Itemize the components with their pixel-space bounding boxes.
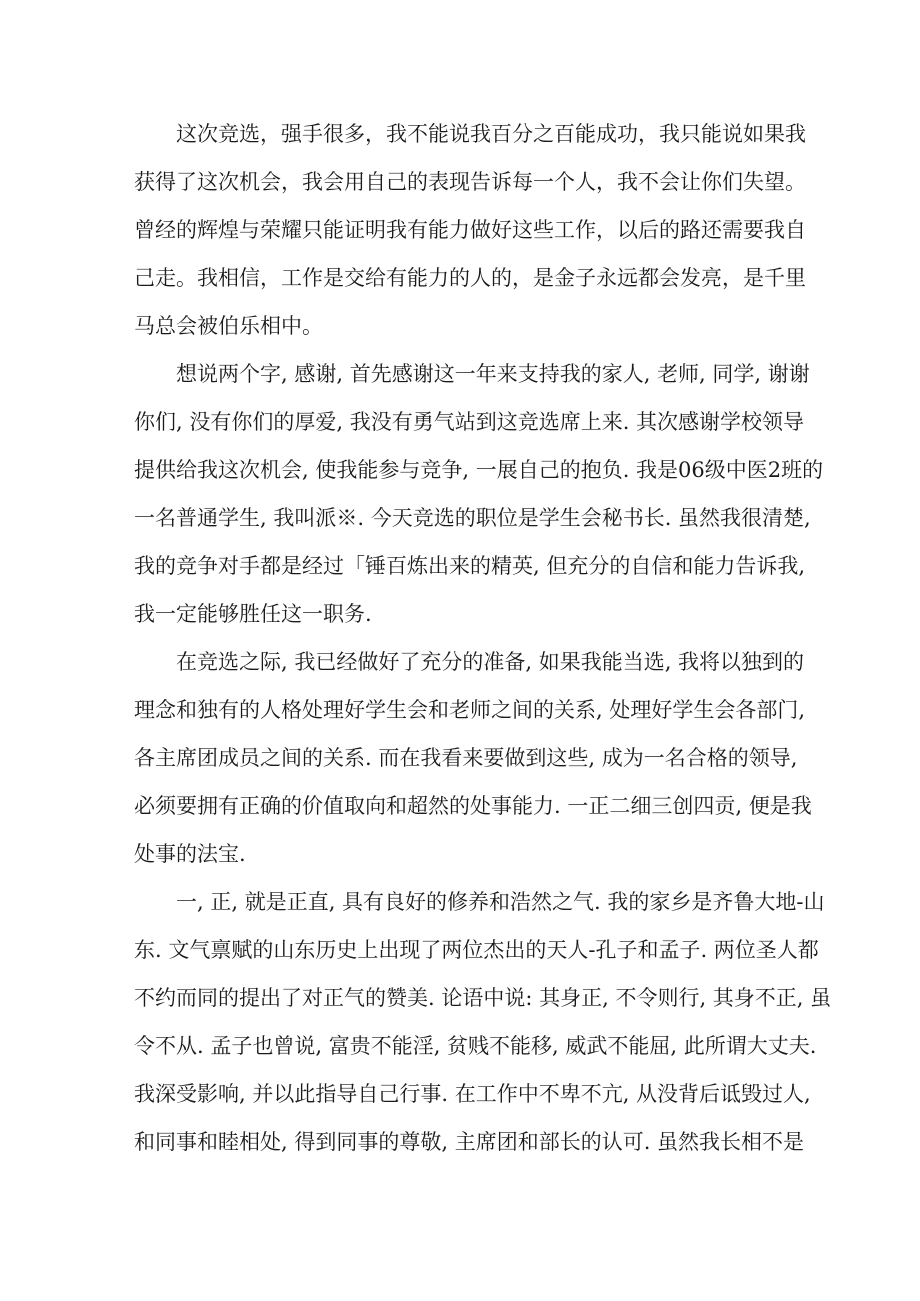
- paragraph-line: 一, 正, 就是正直, 具有良好的修养和浩然之气. 我的家乡是齐鲁大地-山: [176, 890, 825, 914]
- paragraph-line: 你们, 没有你们的厚爱, 我没有勇气站到这竞选席上来. 其次感谢学校领导: [134, 410, 805, 434]
- paragraph-line: 东. 文气禀赋的山东历史上出现了两位杰出的天人-孔子和孟子. 两位圣人都: [134, 938, 819, 962]
- paragraph-line: 我的竞争对手都是经过「锤百炼出来的精英, 但充分的自信和能力告诉我,: [134, 554, 806, 578]
- paragraph-line: 想说两个字, 感谢, 首先感谢这一年来支持我的家人, 老师, 同学, 谢谢: [176, 362, 810, 386]
- paragraph-line: 己走。我相信，工作是交给有能力的人的，是金子永远都会发亮，是千里: [134, 266, 806, 290]
- paragraph-line: 曾经的辉煌与荣耀只能证明我有能力做好这些工作，以后的路还需要我自: [134, 218, 806, 242]
- paragraph-line: 我一定能够胜任这一职务.: [134, 602, 372, 626]
- paragraph-line: 马总会被伯乐相中。: [134, 314, 323, 338]
- paragraph-line: 获得了这次机会，我会用自己的表现告诉每一个人，我不会让你们失望。: [134, 170, 806, 194]
- paragraph-line: 处事的法宝.: [134, 842, 246, 866]
- paragraph-line: 一名普通学生, 我叫派※. 今天竞选的职位是学生会秘书长. 虽然我很清楚,: [134, 506, 811, 530]
- paragraph-line: 各主席团成员之间的关系. 而在我看来要做到这些, 成为一名合格的领导,: [134, 746, 798, 770]
- paragraph-line: 提供给我这次机会, 使我能参与竞争, 一展自己的抱负. 我是06级中医2班的: [134, 458, 824, 482]
- paragraph-line: 理念和独有的人格处理好学生会和老师之间的关系, 处理好学生会各部门,: [134, 698, 806, 722]
- paragraph-line: 必须要拥有正确的价值取向和超然的处事能力. 一正二细三创四贡, 便是我: [134, 794, 812, 818]
- paragraph-line: 这次竞选，强手很多，我不能说我百分之百能成功，我只能说如果我: [176, 122, 806, 146]
- paragraph-line: 令不从. 孟子也曾说, 富贵不能淫, 贫贱不能移, 威武不能屈, 此所谓大丈夫.: [134, 1034, 817, 1058]
- paragraph-line: 不约而同的提出了对正气的赞美. 论语中说: 其身正, 不令则行, 其身不正, 虽: [134, 986, 832, 1010]
- paragraph-line: 我深受影响, 并以此指导自己行事. 在工作中不卑不亢, 从没背后诋毁过人,: [134, 1082, 811, 1106]
- paragraph-line: 和同事和睦相处, 得到同事的尊敬, 主席团和部长的认可. 虽然我长相不是: [134, 1130, 805, 1154]
- paragraph-line: 在竞选之际, 我已经做好了充分的准备, 如果我能当选, 我将以独到的: [176, 650, 805, 674]
